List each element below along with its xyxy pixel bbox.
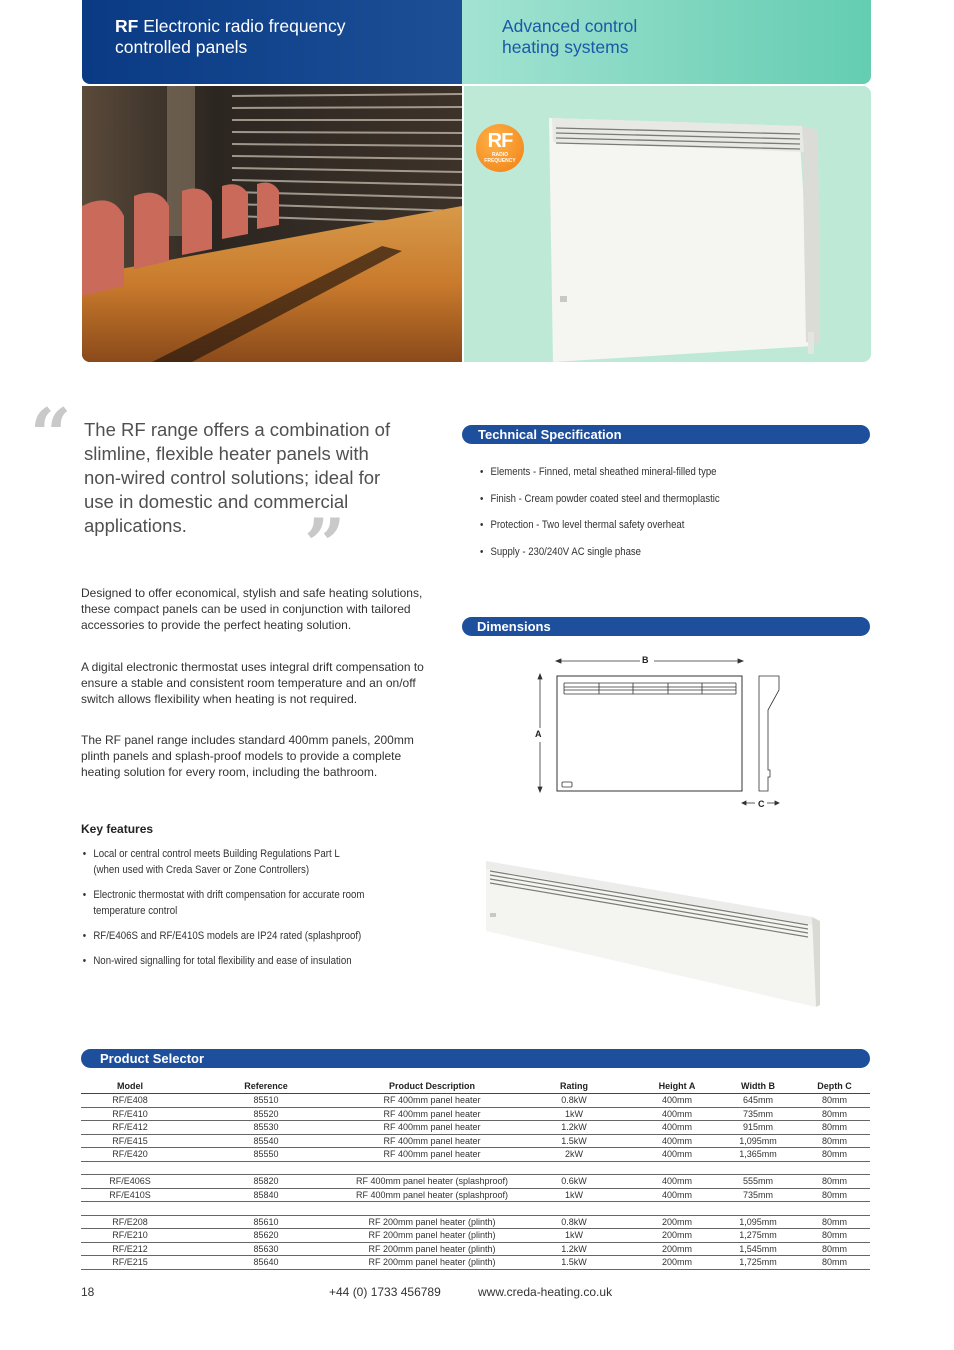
table-spacer-cell bbox=[353, 1202, 511, 1216]
header-right-title bbox=[502, 16, 637, 58]
header-right-line1: Advanced control bbox=[502, 16, 638, 36]
footer-website[interactable]: www.creda-heating.co.uk bbox=[478, 1285, 613, 1299]
table-spacer-cell bbox=[637, 1161, 717, 1175]
table-row bbox=[81, 1094, 870, 1108]
key-feature-item bbox=[81, 846, 463, 878]
table-spacer-cell bbox=[799, 1161, 870, 1175]
product-selector-title: Product Selector bbox=[100, 1051, 205, 1066]
table-spacer-row bbox=[81, 1161, 870, 1175]
table-row bbox=[81, 1107, 870, 1121]
table-cell: 80mm bbox=[799, 1175, 870, 1189]
tech-spec-header bbox=[462, 425, 870, 444]
table-cell: 400mm bbox=[637, 1107, 717, 1121]
key-feature-text: Electronic thermostat with drift compensation for accurate room bbox=[93, 889, 365, 901]
table-cell: RF/E210 bbox=[81, 1229, 179, 1243]
dimensions-diagram bbox=[530, 650, 790, 815]
column-header: Model bbox=[81, 1078, 179, 1094]
key-feature-text: Local or central control meets Building Regulations Part L bbox=[93, 848, 340, 860]
table-cell: 400mm bbox=[637, 1175, 717, 1189]
table-cell: RF/E410 bbox=[81, 1107, 179, 1121]
tech-spec-title: Technical Specification bbox=[478, 427, 622, 442]
table-cell: 80mm bbox=[799, 1134, 870, 1148]
table-spacer-cell bbox=[511, 1161, 637, 1175]
tech-spec-item: • Finish - Cream powder coated steel and thermoplastic bbox=[480, 493, 819, 520]
table-cell: RF/E412 bbox=[81, 1121, 179, 1135]
table-cell: 0.6kW bbox=[511, 1175, 637, 1189]
table-cell: 80mm bbox=[799, 1256, 870, 1270]
key-features-list bbox=[81, 846, 461, 978]
boardroom-photo bbox=[82, 86, 462, 362]
table-cell: RF/E420 bbox=[81, 1148, 179, 1162]
table-cell: 80mm bbox=[799, 1215, 870, 1229]
table-row bbox=[81, 1229, 870, 1243]
badge-rf-text: RF bbox=[487, 130, 513, 152]
table-row bbox=[81, 1188, 870, 1202]
table-cell: 400mm bbox=[637, 1148, 717, 1162]
dimensions-title: Dimensions bbox=[477, 619, 551, 634]
table-row bbox=[81, 1175, 870, 1189]
table-cell: 1,275mm bbox=[717, 1229, 799, 1243]
table-spacer-cell bbox=[179, 1161, 353, 1175]
header-right-line2: heating systems bbox=[502, 37, 629, 57]
table-cell: 0.8kW bbox=[511, 1094, 637, 1108]
header-left-line2: controlled panels bbox=[115, 37, 248, 57]
table-row bbox=[81, 1215, 870, 1229]
page-number: 18 bbox=[81, 1285, 95, 1299]
table-cell: 85640 bbox=[179, 1256, 353, 1270]
table-row bbox=[81, 1148, 870, 1162]
table-cell: 1.2kW bbox=[511, 1242, 637, 1256]
table-cell: 735mm bbox=[717, 1107, 799, 1121]
table-cell: RF/E408 bbox=[81, 1094, 179, 1108]
table-cell: 1.2kW bbox=[511, 1121, 637, 1135]
table-cell: RF/E212 bbox=[81, 1242, 179, 1256]
table-cell: RF/E410S bbox=[81, 1188, 179, 1202]
dimension-label-a: A bbox=[535, 729, 542, 739]
product-selector-table bbox=[81, 1078, 870, 1270]
table-cell: 85550 bbox=[179, 1148, 353, 1162]
header-left-title bbox=[115, 16, 346, 58]
product-selector-header bbox=[81, 1049, 870, 1068]
table-cell: 400mm bbox=[637, 1188, 717, 1202]
table-cell: 85610 bbox=[179, 1215, 353, 1229]
table-cell: 2kW bbox=[511, 1148, 637, 1162]
table-cell: 85840 bbox=[179, 1188, 353, 1202]
badge-line2: FREQUENCY bbox=[484, 158, 516, 164]
heater-photo bbox=[464, 86, 871, 362]
plinth-heater-photo bbox=[480, 855, 825, 1015]
table-cell: RF 400mm panel heater bbox=[353, 1134, 511, 1148]
footer-phone: +44 (0) 1733 456789 bbox=[329, 1285, 441, 1299]
tech-spec-list bbox=[480, 466, 870, 572]
table-cell: 80mm bbox=[799, 1148, 870, 1162]
table-cell: 645mm bbox=[717, 1094, 799, 1108]
table-cell: 1kW bbox=[511, 1107, 637, 1121]
table-cell: RF 400mm panel heater bbox=[353, 1121, 511, 1135]
table-spacer-cell bbox=[179, 1202, 353, 1216]
table-cell: RF 400mm panel heater (splashproof) bbox=[353, 1175, 511, 1189]
table-header-row bbox=[81, 1078, 870, 1094]
key-feature-item: • RF/E406S and RF/E410S models are IP24 rated (splashproof) bbox=[81, 928, 463, 944]
column-header: Rating bbox=[511, 1078, 637, 1094]
table-cell: 80mm bbox=[799, 1094, 870, 1108]
table-cell: 80mm bbox=[799, 1229, 870, 1243]
table-cell: 80mm bbox=[799, 1188, 870, 1202]
open-quote-mark: “ bbox=[30, 392, 72, 477]
rf-radio-frequency-badge bbox=[476, 124, 524, 172]
table-cell: 200mm bbox=[637, 1256, 717, 1270]
table-cell: 85530 bbox=[179, 1121, 353, 1135]
column-header: Depth C bbox=[799, 1078, 870, 1094]
table-cell: 1,095mm bbox=[717, 1134, 799, 1148]
table-row bbox=[81, 1256, 870, 1270]
table-spacer-cell bbox=[81, 1161, 179, 1175]
pull-quote: The RF range offers a combination of slimline, flexible heater panels with non-wired control solutions; ideal for use in domestic and commercial applications. bbox=[84, 419, 391, 536]
tech-spec-item: • Elements - Finned, metal sheathed mineral-filled type bbox=[480, 466, 819, 493]
key-features-title: Key features bbox=[81, 822, 154, 836]
product-selector-body bbox=[81, 1094, 870, 1270]
table-cell: 85820 bbox=[179, 1175, 353, 1189]
table-cell: RF/E215 bbox=[81, 1256, 179, 1270]
table-cell: 0.8kW bbox=[511, 1215, 637, 1229]
table-cell: 85520 bbox=[179, 1107, 353, 1121]
table-cell: 400mm bbox=[637, 1134, 717, 1148]
table-cell: 80mm bbox=[799, 1107, 870, 1121]
table-cell: RF/E406S bbox=[81, 1175, 179, 1189]
table-spacer-cell bbox=[81, 1202, 179, 1216]
body-paragraph-3: The RF panel range includes standard 400mm panels, 200mm plinth panels and splash-proof models to provide a complete heating solution for every room, including the bathroom. bbox=[81, 733, 414, 779]
table-cell: 200mm bbox=[637, 1242, 717, 1256]
tech-spec-item: • Supply - 230/240V AC single phase bbox=[480, 546, 819, 573]
table-spacer-row bbox=[81, 1202, 870, 1216]
body-paragraph-1: Designed to offer economical, stylish and safe heating solutions, these compact panels can be used in conjunction with tailored accessories to provide the perfect heating solution. bbox=[81, 586, 423, 632]
table-row bbox=[81, 1242, 870, 1256]
table-cell: 85510 bbox=[179, 1094, 353, 1108]
table-cell: 1,545mm bbox=[717, 1242, 799, 1256]
table-cell: RF 200mm panel heater (plinth) bbox=[353, 1215, 511, 1229]
table-cell: 1.5kW bbox=[511, 1134, 637, 1148]
table-cell: 200mm bbox=[637, 1215, 717, 1229]
column-header: Product Description bbox=[353, 1078, 511, 1094]
table-cell: 915mm bbox=[717, 1121, 799, 1135]
key-feature-text: (when used with Creda Saver or Zone Controllers) bbox=[93, 864, 310, 876]
table-cell: RF 200mm panel heater (plinth) bbox=[353, 1242, 511, 1256]
header-left-banner bbox=[82, 0, 462, 84]
table-cell: RF 400mm panel heater bbox=[353, 1148, 511, 1162]
close-quote-mark: ” bbox=[304, 502, 346, 587]
key-feature-text: temperature control bbox=[93, 905, 178, 917]
table-cell: 85620 bbox=[179, 1229, 353, 1243]
key-feature-item bbox=[81, 887, 463, 919]
table-cell: 400mm bbox=[637, 1094, 717, 1108]
dimension-label-c: C bbox=[758, 799, 765, 809]
table-cell: 80mm bbox=[799, 1242, 870, 1256]
table-cell: 85540 bbox=[179, 1134, 353, 1148]
table-spacer-cell bbox=[799, 1202, 870, 1216]
table-cell: 1,095mm bbox=[717, 1215, 799, 1229]
table-spacer-cell bbox=[511, 1202, 637, 1216]
table-spacer-cell bbox=[717, 1161, 799, 1175]
table-cell: 80mm bbox=[799, 1121, 870, 1135]
table-spacer-cell bbox=[717, 1202, 799, 1216]
column-header: Width B bbox=[717, 1078, 799, 1094]
table-cell: 1.5kW bbox=[511, 1256, 637, 1270]
column-header: Height A bbox=[637, 1078, 717, 1094]
table-cell: RF/E415 bbox=[81, 1134, 179, 1148]
table-spacer-cell bbox=[637, 1202, 717, 1216]
table-cell: RF/E208 bbox=[81, 1215, 179, 1229]
column-header: Reference bbox=[179, 1078, 353, 1094]
table-row bbox=[81, 1134, 870, 1148]
table-cell: 555mm bbox=[717, 1175, 799, 1189]
table-cell: 1,365mm bbox=[717, 1148, 799, 1162]
table-cell: 1kW bbox=[511, 1188, 637, 1202]
table-cell: RF 200mm panel heater (plinth) bbox=[353, 1229, 511, 1243]
table-cell: RF 400mm panel heater bbox=[353, 1094, 511, 1108]
table-cell: 400mm bbox=[637, 1121, 717, 1135]
body-paragraph-2: A digital electronic thermostat uses integral drift compensation to ensure a stable and consistent room temperature and an on/off switch allows flexibility when heating is not required. bbox=[81, 660, 424, 706]
table-cell: 1kW bbox=[511, 1229, 637, 1243]
table-cell: 1,725mm bbox=[717, 1256, 799, 1270]
tech-spec-item: • Protection - Two level thermal safety overheat bbox=[480, 519, 819, 546]
table-spacer-cell bbox=[353, 1161, 511, 1175]
dimensions-header bbox=[462, 617, 870, 636]
dimension-label-b: B bbox=[642, 655, 649, 665]
table-cell: RF 400mm panel heater (splashproof) bbox=[353, 1188, 511, 1202]
table-row bbox=[81, 1121, 870, 1135]
header-left-line1: Electronic radio frequency bbox=[138, 16, 346, 36]
key-feature-item: • Non-wired signalling for total flexibility and ease of insulation bbox=[81, 953, 463, 969]
header-right-banner bbox=[462, 0, 871, 84]
table-cell: 200mm bbox=[637, 1229, 717, 1243]
header-rf-bold: RF bbox=[115, 16, 139, 36]
table-cell: 735mm bbox=[717, 1188, 799, 1202]
table-cell: RF 400mm panel heater bbox=[353, 1107, 511, 1121]
table-cell: 85630 bbox=[179, 1242, 353, 1256]
table-cell: RF 200mm panel heater (plinth) bbox=[353, 1256, 511, 1270]
badge-line1: RADIO bbox=[491, 152, 509, 158]
